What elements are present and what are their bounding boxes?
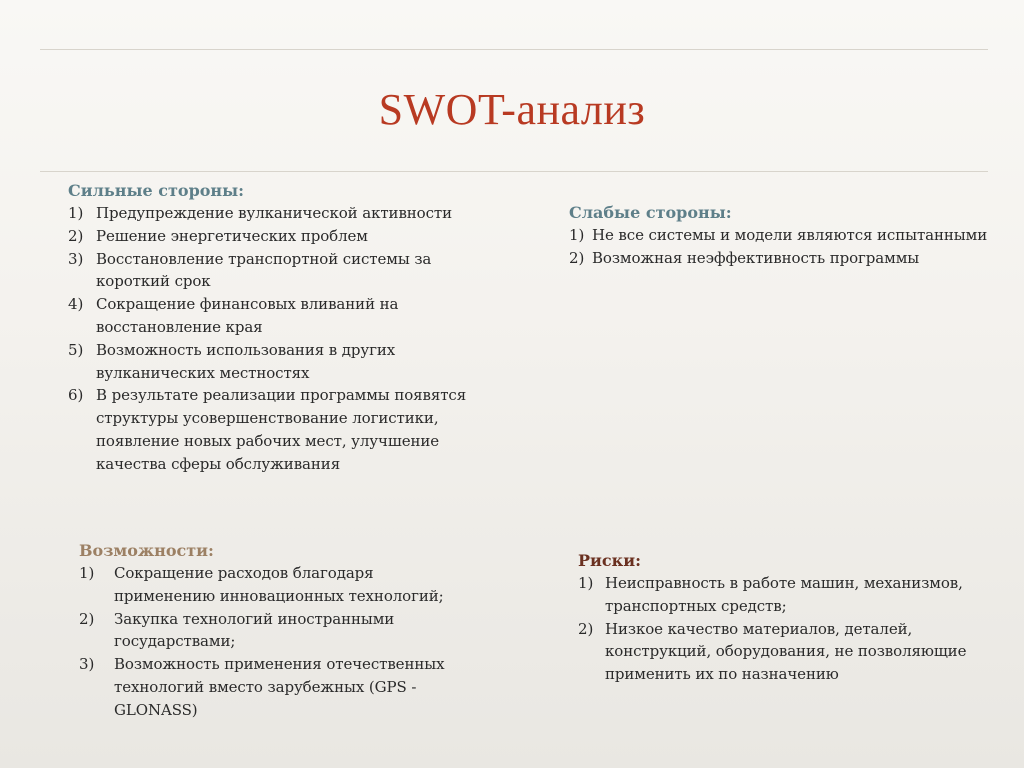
opportunities-section <box>79 540 459 722</box>
list-item <box>68 248 488 294</box>
item-number: 1) <box>569 226 585 244</box>
item-number: 2) <box>569 248 585 267</box>
item-number: 1) <box>578 574 594 592</box>
item-number: 1) <box>79 564 95 582</box>
item-number: 3) <box>79 655 95 674</box>
strengths-heading: Сильные стороны: <box>68 181 245 200</box>
opportunities-heading: Возможности: <box>79 541 214 560</box>
item-text: Закупка технологий иностранными государствами; <box>114 609 395 651</box>
item-text: Сокращение финансовых вливаний на восстановление края <box>96 295 399 336</box>
item-text: Сокращение расходов благодаря применению инновационных технологий; <box>114 564 444 605</box>
item-text: Низкое качество материалов, деталей, конструкций, оборудования, не позволяющие применить их по назначению <box>605 619 967 684</box>
item-text: Возможная неэффективность программы <box>592 248 920 267</box>
item-number: 2) <box>578 619 594 638</box>
item-text: Предупреждение вулканической активности <box>96 204 453 222</box>
item-text: В результате реализации программы появятся структуры усовершенствование логистики, появление новых рабочих мест, улучшение качества сферы обслуживания <box>96 386 467 473</box>
title-divider <box>40 171 988 172</box>
list-item <box>578 572 978 618</box>
list-item <box>79 562 459 608</box>
page-title: SWOT-анализ <box>378 85 646 134</box>
item-number: 6) <box>68 386 84 405</box>
list-item <box>569 247 989 270</box>
list-item <box>68 293 488 339</box>
item-text: Возможность применения отечественных технологий вместо зарубежных (GPS - GLONASS) <box>114 655 445 719</box>
item-number: 3) <box>68 249 84 268</box>
opportunities-list <box>79 562 459 722</box>
list-item <box>569 224 989 247</box>
item-text: Не все системы и модели являются испытанными <box>592 226 988 244</box>
list-item <box>79 653 459 721</box>
item-text: Восстановление транспортной системы за короткий срок <box>96 249 432 291</box>
threats-list <box>578 572 978 686</box>
item-number: 5) <box>68 340 84 359</box>
weaknesses-list <box>569 224 989 270</box>
list-item <box>68 339 488 385</box>
list-item <box>68 225 488 248</box>
weaknesses-heading: Слабые стороны: <box>569 203 732 222</box>
list-item <box>578 618 978 686</box>
item-number: 4) <box>68 295 84 314</box>
strengths-section <box>68 180 488 476</box>
item-number: 1) <box>68 204 84 222</box>
list-item <box>68 384 488 475</box>
top-divider <box>40 49 988 50</box>
list-item <box>68 202 488 225</box>
item-number: 2) <box>68 226 84 245</box>
list-item <box>79 608 459 654</box>
item-text: Неисправность в работе машин, механизмов, транспортных средств; <box>605 574 963 615</box>
strengths-list <box>68 202 488 476</box>
item-number: 2) <box>79 609 95 628</box>
weaknesses-section <box>569 202 989 270</box>
threats-heading: Риски: <box>578 551 641 570</box>
threats-section <box>578 550 978 686</box>
item-text: Решение энергетических проблем <box>96 226 368 245</box>
item-text: Возможность использования в других вулканических местностях <box>96 340 396 382</box>
